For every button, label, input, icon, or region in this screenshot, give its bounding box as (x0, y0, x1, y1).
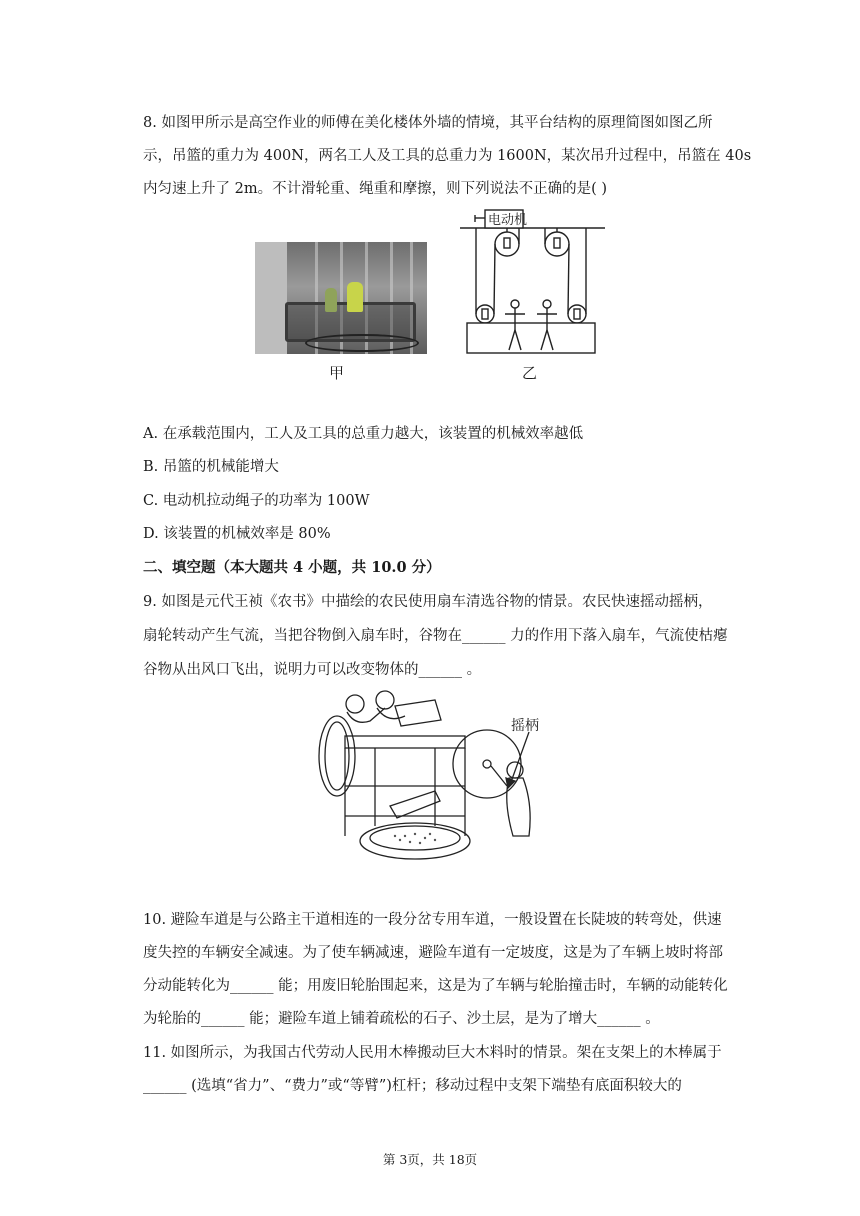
figure-yi-pulley-diagram (455, 206, 615, 356)
q8-option-c: C. 电动机拉动绳子的功率为 100W (143, 493, 370, 509)
page-footer: 第 3页，共 18页 (382, 1152, 478, 1167)
crank-label: 摇柄 (511, 718, 539, 734)
q10-line-3: 分动能转化为______ 能；用废旧轮胎围起来，这是为了车辆与轮胎撞击时，车辆的动能转化 (143, 978, 728, 994)
figure-jia-caption: 甲 (329, 364, 345, 382)
motor-label: 电动机 (488, 213, 528, 228)
q10-line-4: 为轮胎的______ 能；避险车道上铺着疏松的石子、沙土层，是为了增大______ 。 (143, 1011, 660, 1027)
q10-line-1: 10. 避险车道是与公路主干道相连的一段分岔专用车道，一般设置在长陡坡的转弯处，供速 (143, 912, 722, 928)
figure-yi-caption: 乙 (522, 364, 538, 382)
q9-line-1: 9. 如图是元代王祯《农书》中描绘的农民使用扇车清选谷物的情景。农民快速摇动摇柄， (143, 594, 713, 610)
q8-option-d: D. 该装置的机械效率是 80% (143, 526, 331, 542)
q8-line-1: 8. 如图甲所示是高空作业的师傅在美化楼体外墙的情境，其平台结构的原理简图如图乙所 (143, 115, 713, 131)
q9-line-3: 谷物从出风口飞出，说明力可以改变物体的______ 。 (143, 662, 482, 678)
q11-line-2: ______ (选填“省力”、“费力”或“等臂”)杠杆；移动过程中支架下端垫有底面积较大的 (143, 1078, 682, 1094)
figure-winnowing-fan-illustration (315, 686, 555, 868)
q11-line-1: 11. 如图所示，为我国古代劳动人民用木棒搬动巨大木料时的情景。架在支架上的木棒属于 (143, 1045, 722, 1061)
q8-option-a: A. 在承载范围内，工人及工具的总重力越大，该装置的机械效率越低 (143, 426, 584, 442)
q8-line-3: 内匀速上升了 2m。不计滑轮重、绳重和摩擦，则下列说法不正确的是( ) (143, 181, 608, 197)
q8-line-2: 示，吊篮的重力为 400N，两名工人及工具的总重力为 1600N，某次吊升过程中，吊篮在 40s (143, 148, 752, 164)
q8-option-b: B. 吊篮的机械能增大 (143, 459, 279, 475)
figure-jia-photo (255, 242, 427, 354)
section-title-fill-in: 二、填空题（本大题共 4 小题，共 10.0 分） (143, 559, 441, 576)
q10-line-2: 度失控的车辆安全减速。为了使车辆减速，避险车道有一定坡度，这是为了车辆上坡时将部 (143, 945, 723, 961)
q9-line-2: 扇轮转动产生气流，当把谷物倒入扇车时，谷物在______ 力的作用下落入扇车，气流使枯瘪 (143, 628, 728, 644)
